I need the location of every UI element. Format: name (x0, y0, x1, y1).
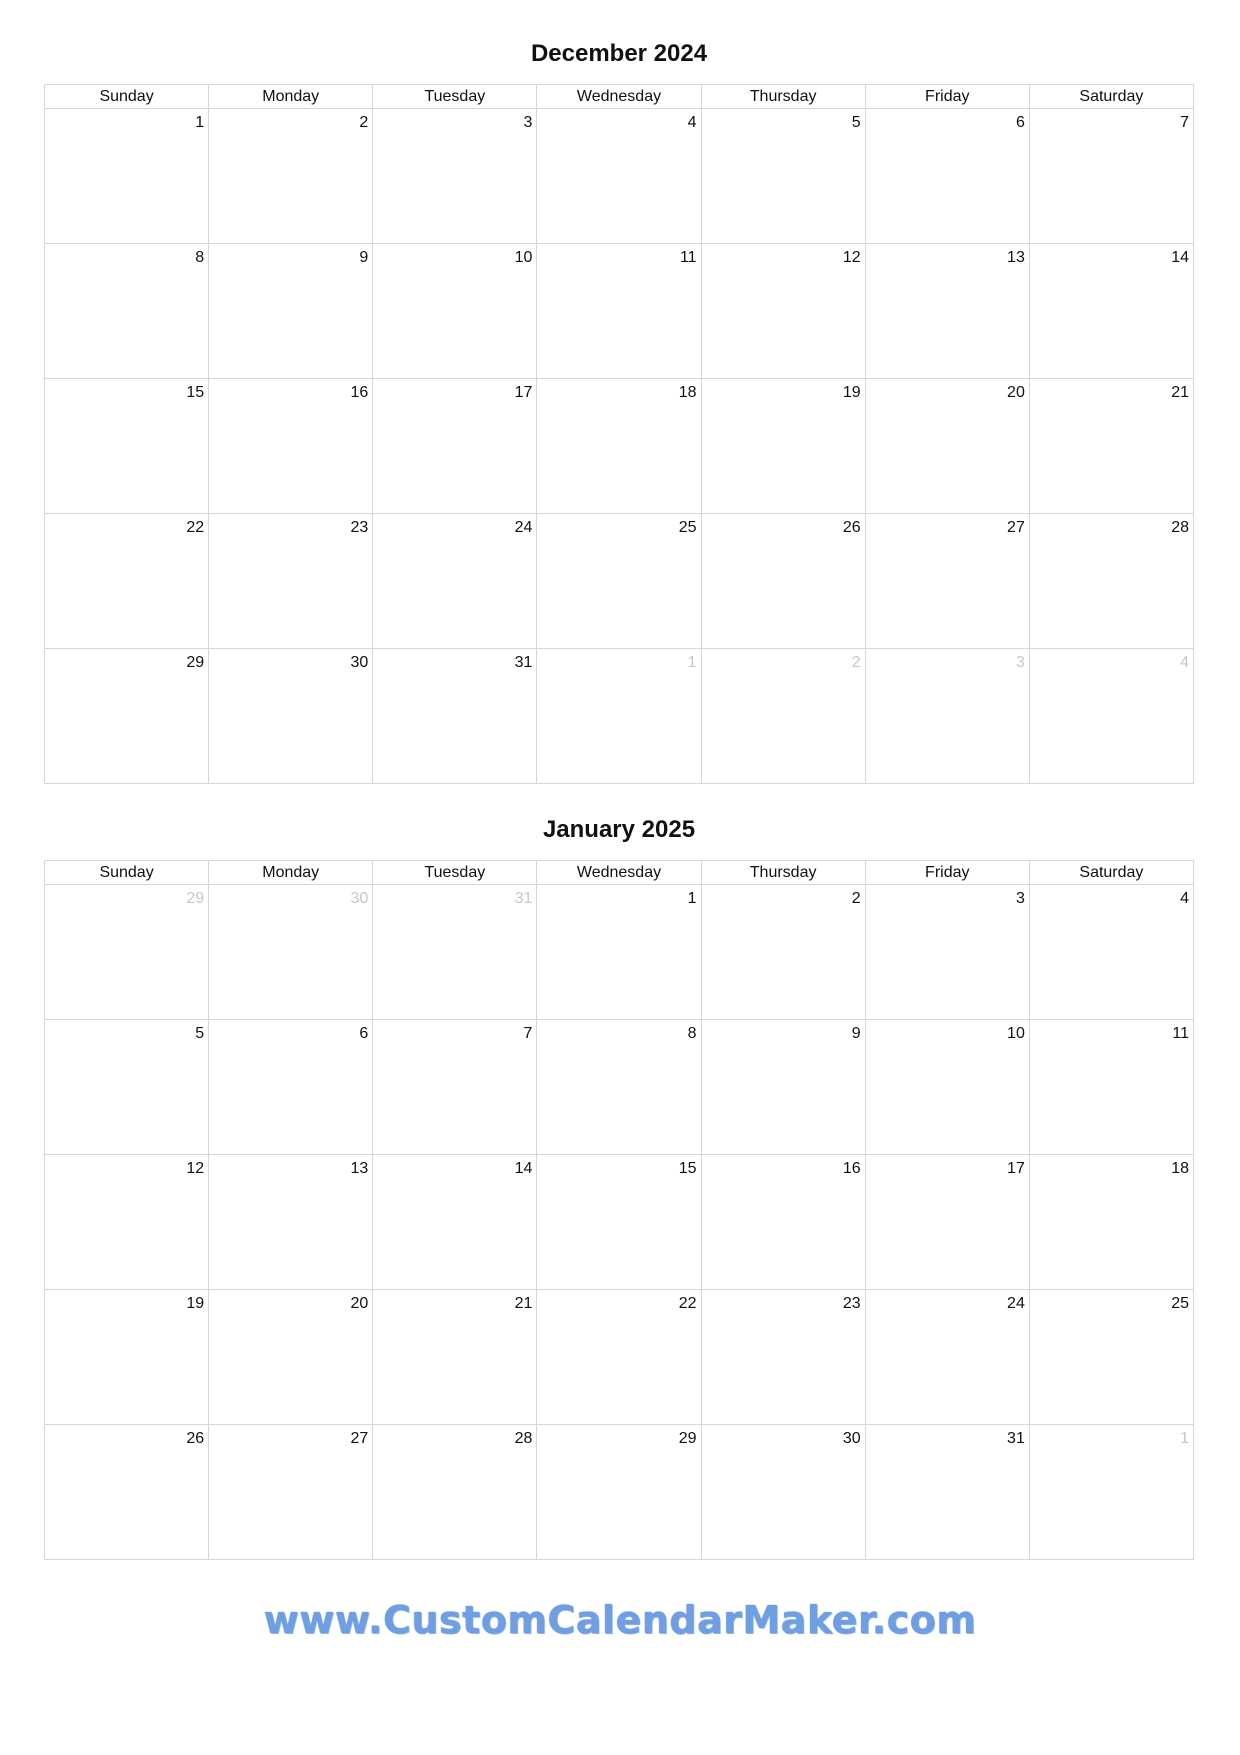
month-title: January 2025 (542, 816, 696, 843)
day-number: 8 (687, 1025, 697, 1042)
day-number: 1 (1180, 1430, 1189, 1447)
day-number: 6 (1015, 114, 1025, 131)
weekday-header-row (45, 85, 1194, 109)
day-number: 16 (842, 1160, 861, 1177)
day-number: 5 (195, 1025, 205, 1042)
day-number: 7 (1180, 114, 1189, 131)
week-row (45, 1425, 1194, 1560)
calendar-month-january-2025 (44, 806, 1194, 1560)
day-cell (373, 244, 537, 379)
day-cell (45, 379, 209, 514)
day-number: 31 (514, 890, 533, 907)
day-cell (1029, 379, 1193, 514)
day-number: 22 (186, 519, 205, 536)
day-number: 4 (687, 114, 697, 131)
day-cell (373, 379, 537, 514)
day-cell (1029, 244, 1193, 379)
day-cell (209, 514, 373, 649)
weekday-header: Sunday (45, 85, 209, 109)
day-number: 17 (1007, 1160, 1025, 1177)
day-number: 31 (514, 654, 533, 671)
day-cell (701, 1290, 865, 1425)
day-cell-other-month (1029, 649, 1193, 784)
day-cell (209, 244, 373, 379)
day-cell (537, 514, 701, 649)
day-cell (373, 1155, 537, 1290)
day-cell (1029, 109, 1193, 244)
day-number: 7 (523, 1025, 533, 1042)
day-number: 16 (350, 384, 369, 401)
day-cell (865, 1290, 1029, 1425)
day-cell (701, 244, 865, 379)
weekday-header: Wednesday (537, 861, 701, 885)
day-number: 15 (678, 1160, 697, 1177)
day-cell (1029, 1155, 1193, 1290)
weekday-header: Saturday (1029, 85, 1193, 109)
calendar-grid (44, 84, 1194, 784)
day-cell (537, 1155, 701, 1290)
weekday-header: Wednesday (537, 85, 701, 109)
day-cell (865, 1425, 1029, 1560)
day-cell (865, 1155, 1029, 1290)
day-number: 2 (359, 114, 369, 131)
day-number: 10 (1007, 1025, 1025, 1042)
day-number: 28 (1171, 519, 1189, 536)
day-number: 29 (186, 890, 205, 907)
week-row (45, 885, 1194, 1020)
day-number: 1 (195, 114, 205, 131)
day-cell (701, 885, 865, 1020)
day-cell (373, 514, 537, 649)
day-cell (865, 379, 1029, 514)
day-number: 18 (678, 384, 697, 401)
day-cell-other-month (865, 649, 1029, 784)
day-number: 27 (350, 1430, 369, 1447)
day-number: 29 (186, 654, 205, 671)
week-row (45, 649, 1194, 784)
day-cell (45, 109, 209, 244)
day-number: 24 (514, 519, 533, 536)
day-number: 14 (1171, 249, 1189, 266)
day-cell (1029, 885, 1193, 1020)
day-number: 2 (851, 890, 861, 907)
day-number: 21 (1171, 384, 1189, 401)
weekday-header: Friday (865, 85, 1029, 109)
day-cell (373, 649, 537, 784)
day-cell (865, 244, 1029, 379)
day-cell (701, 109, 865, 244)
day-cell (209, 1020, 373, 1155)
day-number: 4 (1180, 654, 1189, 671)
day-cell (1029, 1290, 1193, 1425)
weekday-header-row (45, 861, 1194, 885)
weekday-header: Monday (209, 85, 373, 109)
day-number: 14 (514, 1160, 533, 1177)
day-number: 24 (1007, 1295, 1025, 1312)
day-number: 11 (1172, 1025, 1189, 1042)
day-number: 21 (514, 1295, 533, 1312)
day-cell (373, 1425, 537, 1560)
day-number: 15 (186, 384, 205, 401)
calendar-grid (44, 860, 1194, 1560)
day-cell (45, 244, 209, 379)
day-number: 3 (523, 114, 533, 131)
day-cell (373, 109, 537, 244)
week-row (45, 1155, 1194, 1290)
weekday-header: Sunday (45, 861, 209, 885)
day-cell (209, 109, 373, 244)
day-cell (537, 244, 701, 379)
day-cell (45, 514, 209, 649)
day-cell (701, 1155, 865, 1290)
day-number: 26 (186, 1430, 205, 1447)
day-number: 25 (1171, 1295, 1189, 1312)
day-number: 19 (186, 1295, 205, 1312)
weekday-header: Saturday (1029, 861, 1193, 885)
day-number: 29 (678, 1430, 697, 1447)
day-number: 6 (359, 1025, 369, 1042)
day-number: 3 (1015, 654, 1025, 671)
day-cell (209, 1425, 373, 1560)
day-cell-other-month (701, 649, 865, 784)
day-cell-other-month (209, 885, 373, 1020)
day-cell (865, 885, 1029, 1020)
week-row (45, 514, 1194, 649)
day-number: 2 (851, 654, 861, 671)
day-cell (209, 649, 373, 784)
day-number: 26 (842, 519, 861, 536)
day-cell (209, 379, 373, 514)
day-number: 28 (514, 1430, 533, 1447)
day-number: 30 (842, 1430, 861, 1447)
day-number: 11 (679, 249, 697, 266)
day-number: 1 (687, 654, 697, 671)
week-row (45, 1290, 1194, 1425)
week-row (45, 379, 1194, 514)
day-number: 18 (1171, 1160, 1189, 1177)
day-cell (373, 1020, 537, 1155)
day-number: 9 (851, 1025, 861, 1042)
calendar-month-december-2024 (44, 30, 1194, 784)
day-number: 27 (1007, 519, 1025, 536)
day-cell (1029, 1020, 1193, 1155)
day-cell (1029, 514, 1193, 649)
weekday-header: Tuesday (373, 861, 537, 885)
week-row (45, 109, 1194, 244)
day-cell (45, 649, 209, 784)
day-cell (373, 1290, 537, 1425)
day-number: 4 (1180, 890, 1189, 907)
day-cell (537, 379, 701, 514)
day-cell-other-month (373, 885, 537, 1020)
week-row (45, 244, 1194, 379)
weekday-header: Tuesday (373, 85, 537, 109)
day-number: 1 (687, 890, 697, 907)
day-number: 20 (350, 1295, 369, 1312)
month-title: December 2024 (530, 40, 708, 67)
day-cell (701, 514, 865, 649)
day-cell (865, 1020, 1029, 1155)
day-number: 17 (514, 384, 533, 401)
day-number: 12 (842, 249, 861, 266)
day-number: 10 (514, 249, 533, 266)
day-number: 22 (678, 1295, 697, 1312)
day-cell (701, 379, 865, 514)
day-number: 30 (350, 654, 369, 671)
day-cell (45, 1155, 209, 1290)
day-number: 20 (1007, 384, 1025, 401)
day-cell-other-month (45, 885, 209, 1020)
day-cell (209, 1290, 373, 1425)
day-number: 23 (842, 1295, 861, 1312)
day-cell (865, 514, 1029, 649)
day-cell (537, 1020, 701, 1155)
day-cell (45, 1425, 209, 1560)
day-number: 5 (851, 114, 861, 131)
day-cell (701, 1425, 865, 1560)
week-row (45, 1020, 1194, 1155)
day-number: 8 (195, 249, 205, 266)
day-cell (537, 885, 701, 1020)
day-number: 23 (350, 519, 369, 536)
day-cell-other-month (537, 649, 701, 784)
day-number: 19 (842, 384, 861, 401)
day-cell (537, 1290, 701, 1425)
day-number: 12 (186, 1160, 205, 1177)
custom-calendar-maker-logo[interactable]: www.CustomCalendarMaker.com (263, 1598, 977, 1642)
day-cell (45, 1020, 209, 1155)
day-cell (209, 1155, 373, 1290)
day-cell (537, 109, 701, 244)
day-number: 25 (678, 519, 697, 536)
day-number: 3 (1015, 890, 1025, 907)
weekday-header: Friday (865, 861, 1029, 885)
day-cell (865, 109, 1029, 244)
day-cell (701, 1020, 865, 1155)
day-number: 13 (1007, 249, 1025, 266)
day-cell-other-month (1029, 1425, 1193, 1560)
day-number: 13 (350, 1160, 369, 1177)
day-number: 9 (359, 249, 369, 266)
weekday-header: Thursday (701, 861, 865, 885)
day-cell (537, 1425, 701, 1560)
day-cell (45, 1290, 209, 1425)
weekday-header: Thursday (701, 85, 865, 109)
day-number: 30 (350, 890, 369, 907)
weekday-header: Monday (209, 861, 373, 885)
day-number: 31 (1007, 1430, 1025, 1447)
